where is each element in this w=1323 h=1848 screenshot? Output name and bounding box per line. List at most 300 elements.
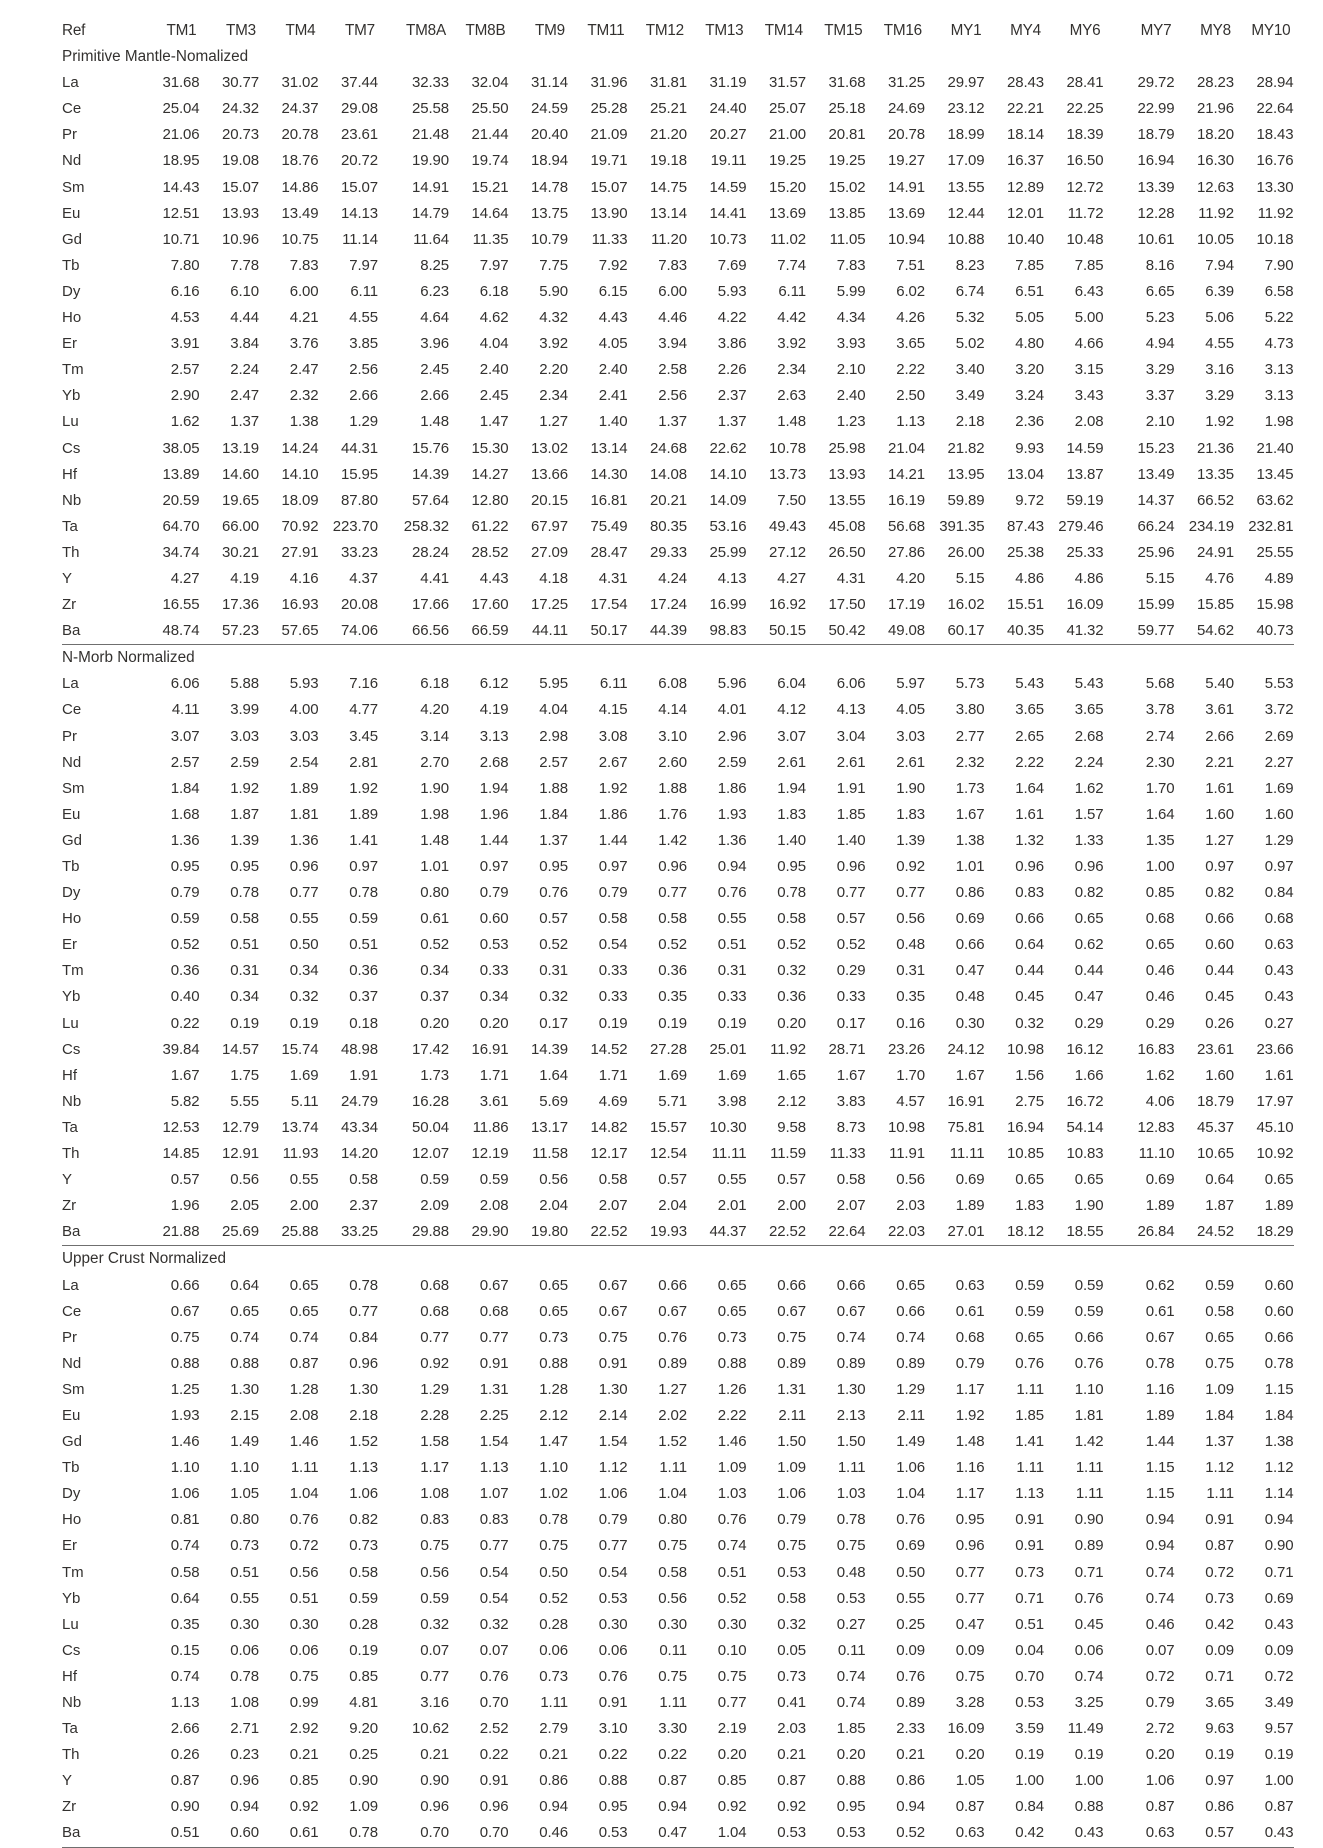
value-cell: 2.34: [539, 387, 568, 405]
value-cell: 25.18: [828, 100, 866, 118]
value-cell: 0.29: [1074, 1014, 1104, 1032]
value-cell: 1.44: [479, 831, 509, 849]
value-cell: 25.96: [1137, 543, 1175, 561]
value-cell: 0.09: [1264, 1641, 1294, 1659]
value-cell: 50.15: [747, 618, 807, 645]
value-cell: 16.91: [471, 1040, 509, 1058]
value-cell: 0.95: [777, 858, 806, 875]
value-cell: 28.41: [1066, 74, 1104, 92]
value-cell: 0.29: [1145, 1014, 1175, 1032]
value-cell: 0.76: [289, 1511, 319, 1529]
value-cell: 19.93: [628, 1219, 688, 1246]
value-cell: 2.69: [1264, 727, 1294, 745]
value-cell: 24.52: [1175, 1219, 1235, 1246]
value-cell: 66.56: [378, 618, 449, 645]
value-cell: 57.23: [200, 618, 260, 645]
value-cell: 1.31: [479, 1380, 509, 1398]
value-cell: 0.77: [479, 1328, 509, 1346]
element-label-cs: Cs: [62, 1040, 81, 1058]
value-cell: 0.54: [479, 1589, 509, 1607]
value-cell: 11.11: [949, 1145, 985, 1163]
value-cell: 0.84: [1015, 1798, 1044, 1816]
table-row: [62, 697, 1294, 723]
value-cell: 5.06: [1205, 309, 1234, 327]
value-cell: 30.77: [221, 74, 259, 92]
value-cell: 31.19: [709, 74, 747, 92]
table-row: [62, 1299, 1294, 1325]
value-cell: 11.20: [651, 230, 687, 248]
value-cell: 0.22: [598, 1746, 628, 1764]
value-cell: 20.15: [530, 491, 568, 509]
value-cell: 4.12: [777, 701, 806, 719]
value-cell: 1.89: [1145, 1406, 1175, 1424]
value-cell: 22.03: [866, 1219, 926, 1246]
value-cell: 16.94: [1137, 152, 1175, 170]
value-cell: 0.35: [658, 988, 687, 1006]
value-cell: 1.90: [420, 779, 449, 797]
value-cell: 15.07: [221, 178, 259, 196]
value-cell: 66.59: [449, 618, 509, 645]
value-cell: 0.56: [896, 1171, 925, 1189]
value-cell: 0.07: [479, 1641, 509, 1659]
value-cell: 25.07: [768, 100, 806, 118]
value-cell: 1.37: [230, 413, 259, 431]
value-cell: 1.75: [230, 1066, 259, 1084]
value-cell: 5.23: [1145, 309, 1175, 327]
value-cell: 5.40: [1205, 675, 1234, 693]
value-cell: 1.56: [1015, 1066, 1044, 1084]
value-cell: 0.74: [836, 1694, 866, 1711]
table-row: [62, 1089, 1294, 1115]
value-cell: 12.01: [1006, 204, 1044, 222]
value-cell: 0.19: [349, 1641, 378, 1659]
value-cell: 1.17: [420, 1459, 449, 1477]
value-cell: 0.77: [836, 884, 866, 902]
value-cell: 0.48: [896, 936, 925, 954]
value-cell: 10.30: [709, 1118, 747, 1136]
value-cell: 0.57: [777, 1171, 806, 1189]
value-cell: 14.64: [471, 204, 509, 222]
value-cell: 0.42: [985, 1820, 1045, 1847]
value-cell: 1.09: [1205, 1380, 1234, 1398]
value-cell: 31.68: [162, 74, 200, 92]
value-cell: 2.37: [349, 1197, 378, 1215]
value-cell: 75.49: [590, 517, 628, 535]
value-cell: 0.42: [1205, 1615, 1234, 1633]
table-row: [62, 122, 1294, 148]
value-cell: 54.62: [1175, 618, 1235, 645]
value-cell: 0.78: [539, 1511, 568, 1529]
value-cell: 1.16: [955, 1459, 985, 1477]
value-cell: 0.27: [836, 1615, 866, 1633]
value-cell: 4.57: [896, 1092, 925, 1110]
value-cell: 45.37: [1196, 1118, 1234, 1136]
value-cell: 15.51: [1006, 596, 1044, 614]
value-cell: 98.83: [687, 618, 747, 645]
value-cell: 1.44: [1145, 1433, 1175, 1451]
value-cell: 2.03: [896, 1197, 925, 1215]
value-cell: 0.79: [955, 1354, 985, 1372]
value-cell: 25.55: [1256, 543, 1294, 561]
value-cell: 0.88: [598, 1772, 628, 1790]
value-cell: 0.53: [806, 1820, 866, 1847]
value-cell: 3.84: [230, 335, 259, 353]
value-cell: 0.76: [896, 1511, 925, 1529]
value-cell: 8.73: [836, 1118, 866, 1136]
value-cell: 0.53: [747, 1820, 807, 1847]
value-cell: 3.14: [420, 727, 449, 745]
element-label-dy: Dy: [62, 282, 81, 300]
value-cell: 0.22: [170, 1014, 200, 1032]
value-cell: 15.57: [649, 1118, 687, 1136]
value-cell: 2.32: [289, 387, 319, 405]
value-cell: 0.33: [479, 962, 509, 980]
value-cell: 16.55: [162, 596, 200, 614]
value-cell: 4.05: [896, 701, 925, 719]
value-cell: 0.56: [896, 910, 925, 928]
value-cell: 2.24: [230, 361, 259, 379]
value-cell: 0.87: [1264, 1798, 1294, 1816]
value-cell: 2.11: [778, 1406, 806, 1424]
value-cell: 1.29: [349, 413, 378, 431]
value-cell: 32.04: [471, 74, 509, 92]
value-cell: 0.94: [1145, 1511, 1175, 1529]
value-cell: 4.73: [1264, 335, 1294, 353]
value-cell: 3.45: [349, 727, 378, 745]
table-row: [62, 1011, 1294, 1037]
value-cell: 0.86: [539, 1772, 568, 1790]
value-cell: 0.66: [1015, 910, 1044, 928]
value-cell: 0.86: [1205, 1798, 1234, 1816]
table-row: [62, 1141, 1294, 1167]
value-cell: 0.36: [349, 962, 378, 980]
value-cell: 29.08: [340, 100, 378, 118]
value-cell: 11.35: [472, 230, 509, 248]
column-header-tm11: TM11: [587, 22, 625, 39]
value-cell: 0.25: [896, 1615, 925, 1633]
value-cell: 24.37: [281, 100, 319, 118]
value-cell: 13.69: [887, 204, 925, 222]
value-cell: 22.52: [568, 1219, 628, 1246]
value-cell: 33.23: [340, 543, 378, 561]
table-row: [62, 1193, 1294, 1219]
value-cell: 1.96: [170, 1197, 200, 1215]
value-cell: 0.34: [230, 988, 259, 1006]
table-row: [62, 96, 1294, 122]
value-cell: 2.18: [955, 413, 985, 431]
value-cell: 4.00: [289, 701, 319, 719]
value-cell: 1.38: [1264, 1433, 1294, 1451]
element-label-tb: Tb: [62, 858, 80, 875]
value-cell: 0.30: [955, 1014, 985, 1032]
value-cell: 0.65: [539, 1302, 568, 1320]
value-cell: 10.85: [1006, 1145, 1044, 1163]
value-cell: 0.43: [1264, 962, 1294, 980]
value-cell: 14.24: [281, 439, 319, 457]
value-cell: 0.19: [289, 1014, 319, 1032]
value-cell: 0.94: [230, 1798, 259, 1816]
value-cell: 0.79: [777, 1511, 806, 1529]
value-cell: 0.88: [836, 1772, 866, 1790]
value-cell: 16.30: [1196, 152, 1234, 170]
value-cell: 0.67: [598, 1302, 628, 1320]
value-cell: 0.89: [896, 1354, 925, 1372]
value-cell: 1.12: [598, 1459, 628, 1477]
value-cell: 53.16: [709, 517, 747, 535]
value-cell: 0.65: [289, 1276, 319, 1294]
value-cell: 0.36: [777, 988, 806, 1006]
value-cell: 0.58: [777, 1589, 806, 1607]
table-row: [62, 1664, 1294, 1690]
value-cell: 10.98: [887, 1118, 925, 1136]
value-cell: 0.69: [1264, 1589, 1294, 1607]
value-cell: 59.19: [1066, 491, 1104, 509]
value-cell: 6.18: [479, 282, 509, 300]
section-title-row: [62, 44, 1294, 70]
value-cell: 0.07: [420, 1641, 449, 1659]
value-cell: 4.31: [836, 569, 866, 587]
value-cell: 0.56: [539, 1171, 568, 1189]
value-cell: 18.79: [1137, 126, 1175, 144]
value-cell: 0.32: [479, 1615, 509, 1633]
value-cell: 0.06: [289, 1641, 319, 1659]
value-cell: 12.17: [590, 1145, 628, 1163]
value-cell: 1.00: [1015, 1772, 1044, 1790]
value-cell: 2.58: [658, 361, 687, 379]
value-cell: 18.99: [947, 126, 985, 144]
value-cell: 0.21: [777, 1746, 806, 1764]
value-cell: 16.94: [1006, 1118, 1044, 1136]
value-cell: 10.78: [768, 439, 806, 457]
value-cell: 0.77: [420, 1328, 449, 1346]
element-label-ho: Ho: [62, 910, 82, 928]
value-cell: 1.73: [955, 779, 985, 797]
column-header-my1: MY1: [950, 22, 982, 39]
value-cell: 14.86: [281, 178, 319, 196]
element-label-hf: Hf: [62, 465, 77, 483]
value-cell: 44.37: [687, 1219, 747, 1246]
value-cell: 0.22: [479, 1746, 509, 1764]
value-cell: 4.21: [289, 309, 319, 327]
value-cell: 6.11: [350, 282, 378, 300]
element-label-zr: Zr: [62, 1197, 77, 1215]
value-cell: 2.40: [479, 361, 509, 379]
value-cell: 16.19: [887, 491, 925, 509]
value-cell: 1.13: [1015, 1485, 1044, 1503]
value-cell: 12.54: [649, 1145, 687, 1163]
value-cell: 2.54: [289, 753, 319, 771]
value-cell: 0.60: [1205, 936, 1234, 954]
value-cell: 0.62: [1074, 936, 1104, 954]
value-cell: 0.11: [837, 1641, 866, 1659]
value-cell: 1.88: [658, 779, 687, 797]
value-cell: 0.33: [836, 988, 866, 1006]
value-cell: 14.27: [471, 465, 509, 483]
value-cell: 4.55: [349, 309, 378, 327]
value-cell: 0.36: [658, 962, 687, 980]
value-cell: 27.91: [281, 543, 319, 561]
value-cell: 3.92: [539, 335, 568, 353]
value-cell: 1.13: [349, 1459, 378, 1477]
value-cell: 0.54: [479, 1563, 509, 1581]
element-label-dy: Dy: [62, 1485, 81, 1503]
value-cell: 14.41: [709, 204, 747, 222]
value-cell: 1.28: [289, 1380, 319, 1398]
value-cell: 0.67: [777, 1302, 806, 1320]
value-cell: 0.46: [509, 1820, 569, 1847]
value-cell: 0.75: [598, 1328, 628, 1346]
value-cell: 1.29: [896, 1380, 925, 1398]
value-cell: 1.62: [1145, 1066, 1175, 1084]
value-cell: 0.30: [658, 1615, 687, 1633]
value-cell: 0.06: [230, 1641, 259, 1659]
value-cell: 0.34: [289, 962, 319, 980]
value-cell: 23.61: [1196, 1040, 1234, 1058]
value-cell: 1.12: [1264, 1459, 1294, 1477]
value-cell: 1.84: [1264, 1406, 1294, 1424]
value-cell: 19.11: [710, 152, 747, 170]
value-cell: 4.27: [170, 569, 200, 587]
value-cell: 0.32: [777, 1615, 806, 1633]
value-cell: 27.09: [530, 543, 568, 561]
value-cell: 28.47: [590, 543, 628, 561]
value-cell: 13.30: [1256, 178, 1294, 196]
value-cell: 80.35: [649, 517, 687, 535]
value-cell: 0.72: [1264, 1667, 1294, 1685]
value-cell: 15.21: [471, 178, 509, 196]
value-cell: 18.94: [530, 152, 568, 170]
value-cell: 2.81: [349, 753, 378, 771]
table-row: [62, 724, 1294, 750]
value-cell: 0.47: [1074, 988, 1104, 1006]
value-cell: 0.71: [1074, 1563, 1104, 1581]
value-cell: 0.65: [1145, 936, 1175, 954]
element-label-eu: Eu: [62, 805, 81, 823]
value-cell: 45.10: [1256, 1118, 1294, 1136]
element-label-er: Er: [62, 1537, 77, 1555]
value-cell: 0.36: [170, 962, 200, 980]
value-cell: 0.65: [717, 1276, 747, 1294]
value-cell: 0.65: [1205, 1328, 1234, 1346]
value-cell: 234.19: [1188, 517, 1234, 535]
value-cell: 16.92: [768, 596, 806, 614]
value-cell: 0.56: [230, 1171, 259, 1189]
value-cell: 0.69: [896, 1537, 925, 1555]
value-cell: 1.86: [717, 779, 747, 797]
value-cell: 0.56: [289, 1563, 319, 1581]
value-cell: 19.25: [828, 152, 866, 170]
value-cell: 1.90: [896, 779, 925, 797]
value-cell: 0.18: [349, 1014, 378, 1032]
value-cell: 5.71: [658, 1092, 687, 1110]
value-cell: 15.98: [1256, 596, 1294, 614]
value-cell: 1.92: [1205, 413, 1234, 431]
value-cell: 22.52: [747, 1219, 807, 1246]
value-cell: 0.91: [1205, 1511, 1234, 1529]
element-label-hf: Hf: [62, 1667, 77, 1685]
value-cell: 1.30: [230, 1380, 259, 1398]
value-cell: 1.06: [349, 1485, 378, 1503]
value-cell: 2.33: [896, 1720, 925, 1738]
value-cell: 0.52: [170, 936, 200, 954]
value-cell: 0.33: [598, 962, 628, 980]
value-cell: 4.37: [349, 569, 378, 587]
value-cell: 31.25: [887, 74, 925, 92]
value-cell: 5.88: [230, 675, 259, 693]
value-cell: 0.96: [349, 1354, 378, 1372]
value-cell: 0.58: [658, 910, 687, 928]
value-cell: 2.02: [658, 1406, 687, 1424]
value-cell: 0.63: [1264, 936, 1294, 954]
value-cell: 8.23: [955, 256, 985, 274]
value-cell: 7.78: [230, 256, 259, 274]
value-cell: 0.09: [1205, 1641, 1234, 1659]
value-cell: 0.84: [349, 1328, 378, 1346]
value-cell: 0.51: [289, 1589, 319, 1607]
value-cell: 1.02: [539, 1485, 568, 1503]
value-cell: 1.47: [479, 413, 509, 431]
value-cell: 2.74: [1145, 727, 1175, 745]
value-cell: 18.09: [281, 491, 319, 509]
value-cell: 14.59: [1066, 439, 1104, 457]
value-cell: 0.65: [1264, 1171, 1294, 1189]
value-cell: 87.80: [340, 491, 378, 509]
value-cell: 19.74: [471, 152, 509, 170]
value-cell: 0.43: [1234, 1820, 1294, 1847]
value-cell: 16.50: [1066, 152, 1104, 170]
value-cell: 2.96: [717, 727, 747, 745]
value-cell: 50.17: [568, 618, 628, 645]
value-cell: 0.66: [1074, 1328, 1104, 1346]
value-cell: 2.66: [170, 1720, 200, 1738]
column-header-my4: MY4: [1010, 22, 1041, 39]
value-cell: 1.65: [777, 1066, 806, 1084]
value-cell: 0.59: [1205, 1276, 1234, 1294]
value-cell: 44.31: [340, 439, 378, 457]
value-cell: 3.93: [836, 335, 866, 353]
value-cell: 7.50: [777, 491, 806, 509]
value-cell: 1.90: [1074, 1197, 1104, 1215]
value-cell: 0.32: [420, 1615, 449, 1633]
value-cell: 3.65: [896, 335, 925, 353]
value-cell: 25.38: [1006, 543, 1044, 561]
value-cell: 7.94: [1205, 256, 1234, 274]
table-row: [62, 1377, 1294, 1403]
value-cell: 0.61: [955, 1302, 985, 1320]
element-label-pr: Pr: [62, 126, 77, 144]
value-cell: 16.91: [947, 1092, 985, 1110]
value-cell: 0.77: [658, 884, 687, 902]
value-cell: 7.85: [1074, 256, 1104, 274]
value-cell: 0.83: [479, 1511, 509, 1529]
value-cell: 4.16: [289, 569, 319, 587]
value-cell: 0.91: [479, 1354, 509, 1372]
value-cell: 4.80: [1015, 335, 1044, 353]
value-cell: 12.91: [221, 1145, 259, 1163]
value-cell: 0.66: [1264, 1328, 1294, 1346]
value-cell: 18.79: [1196, 1092, 1234, 1110]
value-cell: 0.09: [896, 1641, 925, 1659]
value-cell: 0.75: [289, 1667, 319, 1685]
value-cell: 0.52: [777, 936, 806, 954]
value-cell: 1.57: [1074, 805, 1104, 823]
column-header-tm13: TM13: [705, 22, 744, 39]
value-cell: 0.89: [836, 1354, 866, 1372]
column-header-tm16: TM16: [883, 22, 922, 39]
value-cell: 4.81: [349, 1694, 378, 1711]
value-cell: 32.33: [411, 74, 449, 92]
value-cell: 13.39: [1137, 178, 1175, 196]
